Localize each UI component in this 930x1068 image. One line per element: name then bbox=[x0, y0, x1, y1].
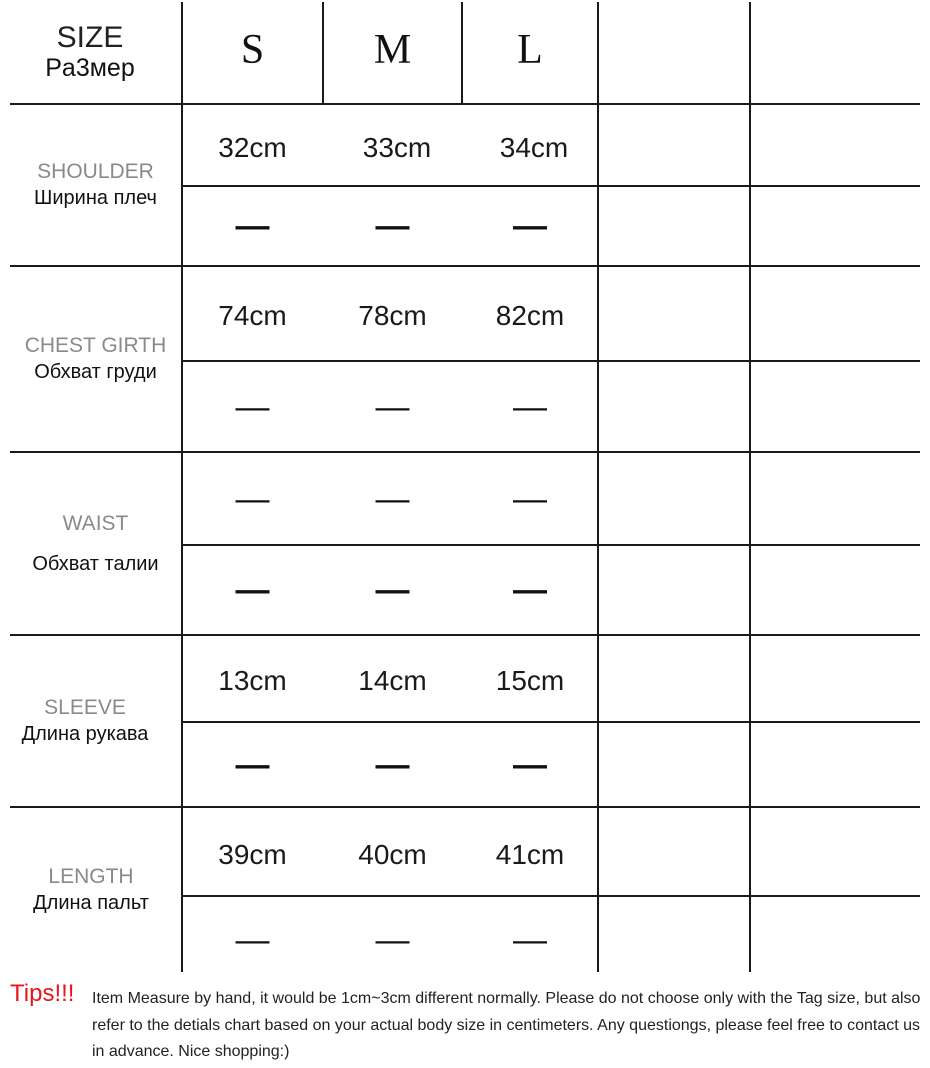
label-en: SHOULDER bbox=[37, 160, 154, 183]
table-cell: — bbox=[513, 387, 547, 426]
header-size-s: S bbox=[240, 27, 265, 73]
table-cell: — bbox=[513, 745, 547, 784]
label-en: WAIST bbox=[62, 511, 129, 535]
label-en: LENGTH bbox=[48, 865, 134, 888]
table-cell: — bbox=[235, 207, 270, 245]
column-divider bbox=[749, 2, 751, 972]
row-label-shoulder bbox=[10, 105, 181, 265]
header-size-label-ru: Pa3мер bbox=[45, 53, 135, 82]
table-cell: — bbox=[513, 479, 547, 518]
table-cell: 33cm bbox=[362, 132, 432, 163]
table-cell: — bbox=[375, 921, 410, 959]
row-label-chest bbox=[10, 267, 181, 451]
table-cell: — bbox=[375, 207, 410, 245]
label-en: SLEEVE bbox=[44, 696, 126, 719]
label-ru: Обхват талии bbox=[32, 552, 159, 575]
label-ru: Длина пальт bbox=[33, 892, 149, 914]
table-cell: — bbox=[375, 479, 410, 518]
table-cell: 82cm bbox=[495, 300, 565, 331]
table-cell: — bbox=[513, 921, 547, 959]
row-label-waist bbox=[10, 453, 181, 634]
label-ru: Длина рукава bbox=[21, 723, 149, 745]
header-size-m: M bbox=[373, 27, 412, 73]
table-cell: — bbox=[375, 745, 410, 784]
header-size-cell bbox=[10, 5, 170, 100]
table-cell: 39cm bbox=[218, 838, 287, 870]
table-cell: 13cm bbox=[218, 664, 287, 696]
table-cell: 74cm bbox=[218, 300, 287, 331]
table-cell: — bbox=[235, 571, 270, 609]
tips-title: Tips!!! bbox=[10, 980, 75, 1007]
table-cell: 40cm bbox=[358, 838, 427, 870]
row-label-length bbox=[10, 808, 172, 972]
header-size-l: L bbox=[517, 27, 543, 73]
table-cell: — bbox=[235, 387, 270, 426]
table-cell: 41cm bbox=[495, 838, 565, 870]
table-cell: — bbox=[375, 387, 410, 426]
table-cell: — bbox=[513, 207, 547, 245]
table-cell: — bbox=[235, 479, 270, 518]
header-size-label: SIZE bbox=[56, 20, 124, 54]
table-cell: 14cm bbox=[358, 664, 427, 696]
tips-text: Item Measure by hand, it would be 1cm~3cm different normally. Please do not choose only with the Tag size, but also refer to the detials chart based on your actual body size in centimeters. Any questiongs, please feel free to contact us in advance. Nice shopping:) bbox=[92, 990, 921, 1060]
table-cell: — bbox=[375, 571, 410, 609]
table-cell: — bbox=[235, 745, 270, 784]
table-cell: — bbox=[235, 921, 270, 959]
table-cell: 34cm bbox=[499, 132, 569, 163]
table-cell: 78cm bbox=[358, 300, 427, 331]
label-en: CHEST GIRTH bbox=[24, 334, 167, 357]
label-ru: Обхват груди bbox=[34, 361, 157, 383]
table-cell: 15cm bbox=[495, 664, 565, 696]
row-label-sleeve bbox=[10, 636, 160, 806]
table-cell: 32cm bbox=[218, 132, 287, 163]
table-cell: — bbox=[513, 571, 547, 609]
label-ru: Ширина плеч bbox=[34, 187, 157, 209]
